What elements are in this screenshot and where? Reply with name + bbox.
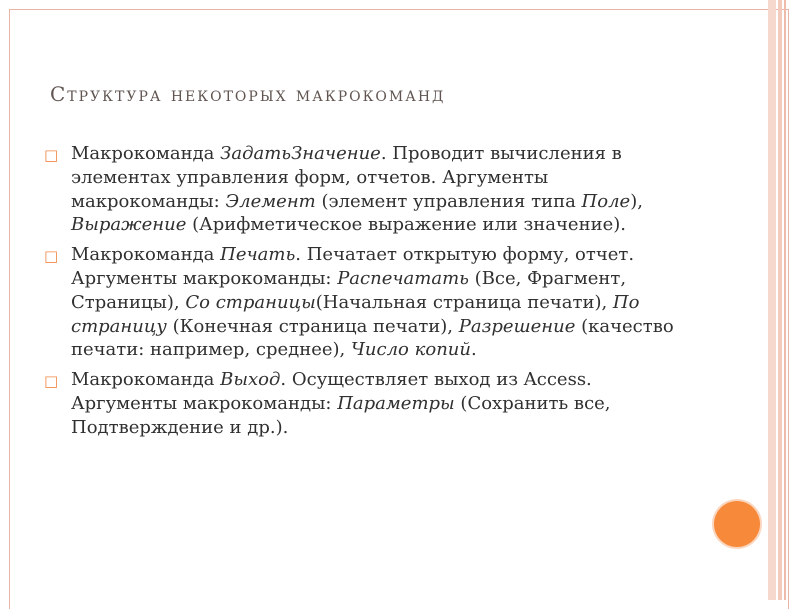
hollow-square-bullet-icon: □ xyxy=(44,247,59,266)
decorative-stripe xyxy=(778,0,782,600)
argument-name: Элемент xyxy=(225,190,316,212)
argument-name: Распечатать xyxy=(337,267,469,289)
bullet-list xyxy=(44,142,696,446)
argument-name: Параметры xyxy=(337,392,455,414)
bullet-item-vyhod: □ Макрокоманда Выход. Осуществляет выход из Access. Аргументы макрокоманды: Параметры (Сохранить все, Подтверждение и др.). xyxy=(44,369,611,438)
argument-value: Поле xyxy=(581,190,631,212)
slide-title: Структура некоторых макрокоманд xyxy=(50,82,446,106)
bullet-item-pechat: □ Макрокоманда Печать. Печатает открытую форму, отчет. Аргументы макрокоманды: Распечатать (Все, Фрагмент, Страницы), Со страницы(Начальная страница печати), По страницу (Конечная страница печати), Разрешение (качество печати: например, среднее), Число копий. xyxy=(44,244,674,361)
argument-name: Число копий xyxy=(351,339,471,361)
hollow-square-bullet-icon: □ xyxy=(44,146,59,164)
argument-name: Выражение xyxy=(71,214,187,236)
bullet-item-zadatznachenie: □ Макрокоманда ЗадатьЗначение. Проводит вычисления в элементах управления форм, отчетов. Аргументы макрокоманды: Элемент (элемент управления типа Поле), Выражение (Арифметическое выражение или значение). xyxy=(44,143,643,236)
macro-name: Печать xyxy=(220,244,296,266)
argument-name: Со страницы xyxy=(185,291,316,313)
macro-name: Выход xyxy=(220,369,281,391)
hollow-square-bullet-icon: □ xyxy=(44,372,59,391)
decorative-stripe xyxy=(784,0,786,600)
orange-circle-decoration xyxy=(714,501,760,547)
argument-name: Разрешение xyxy=(458,315,576,337)
macro-name: ЗадатьЗначение xyxy=(220,143,381,164)
decorative-stripe xyxy=(768,0,776,600)
argument-name: По страницу xyxy=(71,291,640,337)
